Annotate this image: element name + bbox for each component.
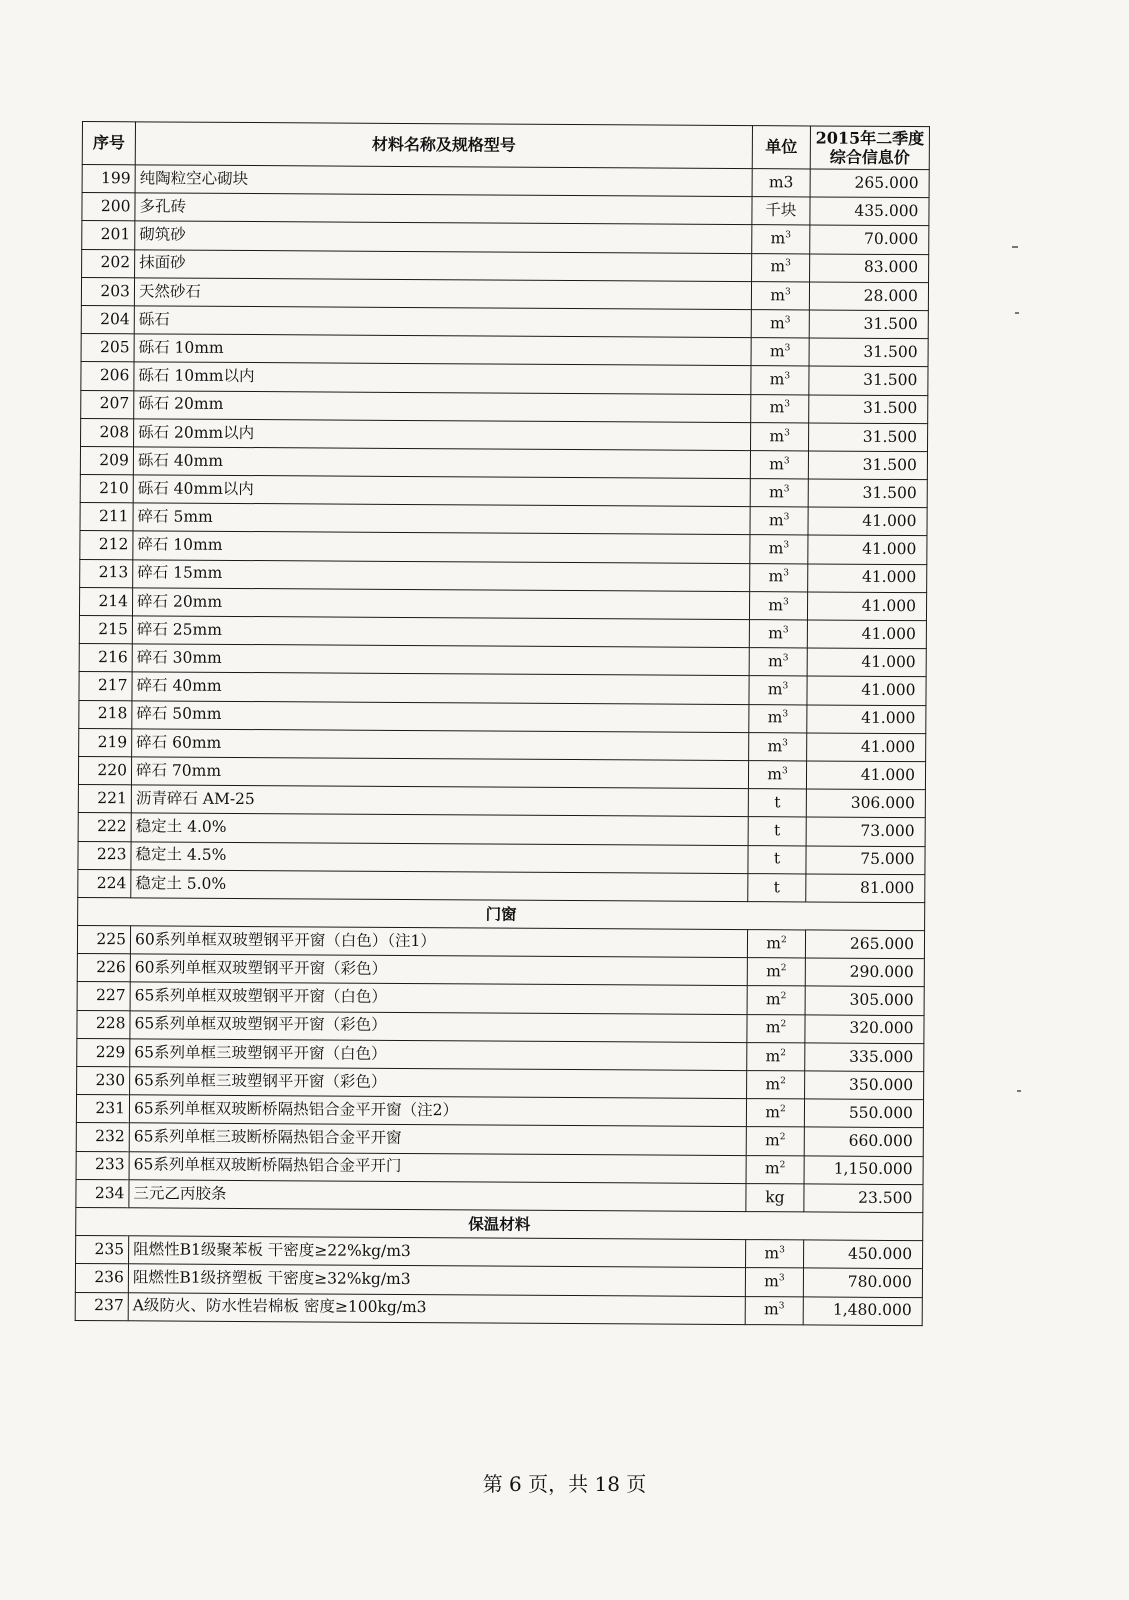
- material-name: 65系列单框三玻塑钢平开窗（白色）: [130, 1039, 747, 1071]
- unit-cell: [751, 394, 809, 423]
- unit-text: m: [770, 229, 786, 248]
- unit-exponent: 3: [782, 653, 789, 664]
- row-number: 227: [77, 982, 130, 1011]
- unit-cell: [747, 1071, 805, 1100]
- material-name: 碎石 15mm: [133, 559, 750, 591]
- row-number: 232: [76, 1123, 129, 1152]
- price-cell: 83.000: [810, 254, 929, 283]
- price-cell: 41.000: [807, 733, 926, 762]
- price-cell: 306.000: [806, 789, 925, 818]
- unit-text: m: [769, 454, 784, 474]
- unit-cell: [749, 732, 807, 761]
- price-cell: 41.000: [807, 592, 926, 621]
- price-cell: 31.500: [808, 451, 927, 480]
- row-number: 203: [81, 277, 134, 306]
- row-number: 220: [78, 756, 131, 785]
- unit-cell: [745, 1296, 803, 1325]
- unit-exponent: 3: [782, 737, 788, 748]
- price-cell: 41.000: [807, 620, 926, 649]
- price-cell: 41.000: [806, 761, 925, 790]
- table-body-aggregates: [78, 165, 929, 903]
- unit-exponent: 2: [779, 1104, 786, 1115]
- material-name: 砌筑砂: [135, 221, 752, 253]
- unit-text: m: [767, 680, 783, 699]
- price-cell: 660.000: [804, 1127, 923, 1156]
- unit-cell: [747, 930, 805, 959]
- price-cell: 31.500: [808, 423, 927, 452]
- unit-text: m3: [768, 173, 794, 192]
- unit-text: m: [768, 567, 784, 586]
- unit-cell: [750, 507, 808, 536]
- unit-text: m: [769, 398, 785, 417]
- unit-cell: [751, 366, 809, 395]
- unit-cell: [750, 450, 808, 479]
- row-number: 199: [82, 165, 135, 194]
- unit-text: m: [768, 483, 784, 502]
- unit-cell: [752, 169, 810, 198]
- unit-exponent: 3: [783, 540, 790, 551]
- material-name: 稳定土 5.0%: [131, 870, 748, 902]
- unit-exponent: 3: [782, 681, 789, 692]
- row-number: 205: [81, 334, 134, 363]
- unit-exponent: 3: [785, 230, 792, 241]
- row-number: 210: [80, 475, 133, 504]
- material-name: 65系列单框双玻塑钢平开窗（彩色）: [130, 1010, 747, 1042]
- unit-cell: [750, 535, 808, 564]
- row-number: 208: [81, 418, 134, 447]
- row-number: 216: [79, 644, 132, 673]
- price-cell: 320.000: [805, 1015, 924, 1044]
- unit-exponent: 3: [784, 399, 791, 410]
- row-number: 235: [76, 1236, 129, 1265]
- unit-text: m: [765, 1131, 780, 1150]
- price-cell: 75.000: [806, 845, 925, 874]
- row-number: 237: [75, 1292, 128, 1321]
- unit-text: t: [773, 849, 781, 868]
- unit-cell: [751, 338, 809, 367]
- material-name: 砾石 20mm: [134, 390, 751, 422]
- unit-cell: [746, 1240, 804, 1269]
- material-name: 碎石 70mm: [131, 757, 748, 789]
- material-name: 65系列单框三玻断桥隔热铝合金平开窗: [129, 1123, 746, 1155]
- unit-text: m: [770, 257, 786, 276]
- material-name: 阻燃性B1级挤塑板 干密度≥32%kg/m3: [128, 1264, 745, 1296]
- material-name: 阻燃性B1级聚苯板 干密度≥22%kg/m3: [129, 1236, 746, 1268]
- unit-exponent: 3: [779, 1245, 785, 1256]
- unit-exponent: 3: [784, 427, 790, 438]
- unit-text: m: [765, 1075, 781, 1094]
- row-number: 206: [81, 362, 134, 391]
- material-name: 稳定土 4.5%: [131, 841, 748, 873]
- unit-cell: [750, 479, 808, 508]
- unit-cell: [748, 789, 806, 818]
- section-title-insulation: 保温材料: [76, 1207, 923, 1240]
- row-number: 207: [81, 390, 134, 419]
- row-number: 202: [82, 249, 135, 278]
- row-number: 221: [78, 785, 131, 814]
- price-cell: 41.000: [807, 648, 926, 677]
- material-name: 砾石 10mm以内: [134, 362, 751, 394]
- unit-text: m: [765, 990, 781, 1009]
- material-name: 砾石 20mm以内: [134, 419, 751, 451]
- unit-exponent: 3: [783, 456, 790, 467]
- material-name: 碎石 30mm: [132, 644, 749, 676]
- unit-cell: [749, 704, 807, 733]
- row-number: 233: [76, 1151, 129, 1180]
- unit-exponent: 3: [778, 1273, 785, 1284]
- row-number: 218: [79, 700, 132, 729]
- price-cell: 780.000: [803, 1268, 922, 1297]
- unit-cell: [752, 225, 810, 254]
- unit-cell: [747, 958, 805, 987]
- material-name: 纯陶粒空心砌块: [135, 165, 752, 197]
- price-cell: 335.000: [805, 1043, 924, 1072]
- unit-text: m: [767, 736, 783, 755]
- row-number: 201: [82, 221, 135, 250]
- row-number: 212: [80, 531, 133, 560]
- material-name: 三元乙丙胶条: [129, 1180, 746, 1212]
- material-name: 抹面砂: [135, 249, 752, 281]
- price-cell: 81.000: [806, 874, 925, 903]
- price-cell: 31.500: [809, 338, 928, 367]
- row-number: 224: [78, 869, 131, 898]
- unit-text: m: [764, 1159, 780, 1178]
- unit-exponent: 3: [785, 258, 791, 269]
- price-cell: 41.000: [808, 507, 927, 536]
- unit-cell: [750, 422, 808, 451]
- material-name: 碎石 60mm: [132, 729, 749, 761]
- material-name: 65系列单框双玻断桥隔热铝合金平开门: [129, 1151, 746, 1183]
- unit-exponent: 2: [780, 991, 787, 1002]
- price-cell: 73.000: [806, 817, 925, 846]
- table-body-doors: [76, 926, 925, 1213]
- price-cell: 41.000: [808, 535, 927, 564]
- row-number: 211: [80, 503, 133, 532]
- table-body-insulation: [75, 1236, 923, 1326]
- row-number: 236: [75, 1264, 128, 1293]
- material-name: 65系列单框双玻断桥隔热铝合金平开窗（注2）: [129, 1095, 746, 1127]
- unit-cell: [747, 1042, 805, 1071]
- material-name: 碎石 25mm: [132, 616, 749, 648]
- row-number: 229: [77, 1038, 130, 1067]
- unit-exponent: 3: [783, 484, 790, 495]
- unit-cell: [745, 1268, 803, 1297]
- unit-cell: [746, 1155, 804, 1184]
- price-cell: 31.500: [808, 479, 927, 508]
- unit-cell: [746, 1127, 804, 1156]
- unit-cell: [751, 281, 809, 310]
- unit-exponent: 3: [778, 1301, 785, 1312]
- price-cell: 350.000: [805, 1071, 924, 1100]
- unit-cell: [749, 620, 807, 649]
- unit-text: m: [768, 595, 784, 614]
- row-number: 230: [77, 1066, 130, 1095]
- price-cell: 41.000: [807, 676, 926, 705]
- unit-text: t: [773, 821, 781, 840]
- price-cell: 31.500: [809, 366, 928, 395]
- row-number: 219: [79, 728, 132, 757]
- price-cell: 550.000: [804, 1099, 923, 1128]
- material-name: 砾石 40mm以内: [133, 475, 750, 507]
- unit-text: m: [770, 285, 785, 304]
- unit-exponent: 2: [780, 935, 787, 946]
- unit-exponent: 3: [781, 766, 788, 777]
- unit-exponent: 2: [780, 1019, 787, 1030]
- unit-cell: [749, 676, 807, 705]
- header-price: 2015年二季度综合信息价: [810, 126, 929, 170]
- row-number: 204: [81, 305, 134, 334]
- price-cell: 31.500: [809, 394, 928, 423]
- unit-text: m: [768, 624, 783, 643]
- scan-speck: [1017, 1090, 1021, 1092]
- material-name: 砾石 10mm: [134, 334, 751, 366]
- row-number: 225: [77, 926, 130, 955]
- unit-text: t: [773, 877, 780, 896]
- material-name: 65系列单框双玻塑钢平开窗（白色）: [130, 982, 747, 1014]
- unit-cell: [748, 873, 806, 902]
- price-cell: 31.500: [809, 310, 928, 339]
- material-name: 碎石 20mm: [132, 588, 749, 620]
- price-cell: 435.000: [810, 197, 929, 226]
- unit-text: m: [765, 1103, 780, 1122]
- price-cell: 305.000: [805, 986, 924, 1015]
- unit-text: m: [765, 1046, 781, 1065]
- material-name: 碎石 5mm: [133, 503, 750, 535]
- material-name: 60系列单框双玻塑钢平开窗（彩色）: [130, 954, 747, 986]
- unit-text: m: [769, 342, 785, 361]
- row-number: 209: [80, 446, 133, 475]
- price-cell: 265.000: [805, 930, 924, 959]
- unit-text: t: [774, 793, 781, 812]
- material-name: 沥青碎石 AM-25: [131, 785, 748, 817]
- unit-text: kg: [765, 1187, 785, 1206]
- row-number: 222: [78, 813, 131, 842]
- unit-text: m: [764, 1244, 780, 1263]
- table-row: [75, 1292, 922, 1325]
- unit-text: m: [770, 313, 785, 333]
- unit-exponent: 3: [782, 625, 789, 636]
- price-cell: 70.000: [810, 225, 929, 254]
- row-number: 200: [82, 193, 135, 222]
- unit-exponent: 2: [780, 1076, 786, 1087]
- unit-text: m: [766, 962, 781, 981]
- unit-text: m: [769, 426, 785, 445]
- price-cell: 41.000: [808, 564, 927, 593]
- material-name: 砾石 40mm: [133, 447, 750, 479]
- unit-cell: [749, 591, 807, 620]
- unit-exponent: 3: [783, 596, 789, 607]
- row-number: 228: [77, 1010, 130, 1039]
- unit-exponent: 2: [779, 1132, 786, 1143]
- unit-exponent: 3: [784, 343, 791, 354]
- unit-cell: [746, 1183, 804, 1212]
- header-no: 序号: [82, 122, 135, 165]
- page-footer: 第 6 页，共 18 页: [482, 1472, 647, 1496]
- unit-exponent: 3: [784, 315, 791, 326]
- row-number: 213: [80, 559, 133, 588]
- unit-cell: [752, 197, 810, 226]
- unit-cell: [748, 761, 806, 790]
- header-unit: 单位: [752, 126, 810, 169]
- price-table: [75, 121, 930, 1326]
- price-cell: 23.500: [804, 1184, 923, 1213]
- material-name: 天然砂石: [134, 278, 751, 310]
- price-cell: 450.000: [804, 1240, 923, 1269]
- row-number: 231: [76, 1095, 129, 1124]
- row-number: 234: [76, 1179, 129, 1208]
- price-cell: 265.000: [810, 169, 929, 198]
- price-cell: 1,480.000: [803, 1296, 922, 1325]
- unit-text: m: [769, 370, 785, 389]
- material-name: 65系列单框三玻塑钢平开窗（彩色）: [130, 1067, 747, 1099]
- unit-exponent: 3: [784, 286, 791, 297]
- unit-cell: [748, 845, 806, 874]
- header-name: 材料名称及规格型号: [135, 122, 752, 169]
- unit-text: m: [766, 934, 782, 953]
- unit-exponent: 3: [784, 371, 791, 382]
- unit-cell: [747, 1014, 805, 1043]
- material-name: 碎石 40mm: [132, 672, 749, 704]
- unit-cell: [750, 563, 808, 592]
- unit-exponent: 3: [783, 512, 790, 523]
- unit-cell: [747, 986, 805, 1015]
- row-number: 223: [78, 841, 131, 870]
- unit-cell: [746, 1099, 804, 1128]
- row-number: 215: [79, 615, 132, 644]
- unit-text: m: [765, 1018, 781, 1037]
- unit-exponent: 2: [779, 1160, 786, 1171]
- row-number: 214: [79, 587, 132, 616]
- price-cell: 1,150.000: [804, 1155, 923, 1184]
- unit-text: m: [768, 539, 784, 558]
- unit-exponent: 2: [780, 963, 787, 974]
- row-number: 226: [77, 954, 130, 983]
- price-cell: 290.000: [805, 958, 924, 987]
- material-name: 多孔砖: [135, 193, 752, 225]
- unit-text: m: [767, 764, 783, 784]
- row-number: 217: [79, 672, 132, 701]
- material-name: A级防火、防水性岩棉板 密度≥100kg/m3: [128, 1292, 745, 1324]
- unit-cell: [748, 817, 806, 846]
- table-header-row: [82, 122, 929, 170]
- material-name: 60系列单框双玻塑钢平开窗（白色）（注1）: [130, 926, 747, 958]
- unit-exponent: 3: [783, 568, 789, 579]
- unit-cell: [751, 310, 809, 339]
- unit-text: m: [764, 1272, 779, 1291]
- material-name: 稳定土 4.0%: [131, 813, 748, 845]
- price-cell: 41.000: [807, 705, 926, 734]
- unit-cell: [752, 253, 810, 282]
- unit-text: m: [763, 1300, 779, 1319]
- material-name: 碎石 10mm: [133, 531, 750, 563]
- unit-exponent: 3: [782, 709, 789, 720]
- price-cell: 28.000: [809, 282, 928, 311]
- unit-text: m: [767, 708, 783, 727]
- section-title-doors: 门窗: [78, 897, 925, 930]
- unit-text: 千块: [765, 201, 797, 220]
- scan-speck: [1015, 312, 1019, 314]
- material-name: 碎石 50mm: [132, 700, 749, 732]
- unit-exponent: 2: [780, 1047, 787, 1058]
- unit-cell: [749, 648, 807, 677]
- scan-speck: [1012, 246, 1018, 248]
- unit-text: m: [768, 511, 784, 530]
- material-name: 砾石: [134, 306, 751, 338]
- unit-text: m: [767, 652, 783, 671]
